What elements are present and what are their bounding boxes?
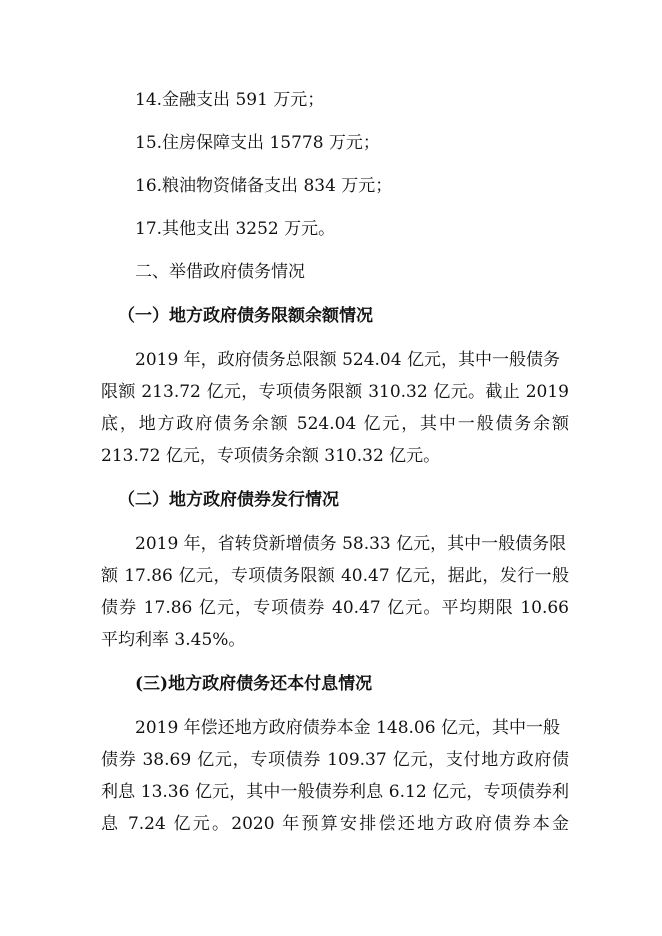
subheading-bond-issuance: （二）地方政府债券发行情况 xyxy=(118,490,339,510)
paragraph-line: 息 7.24 亿元。2020 年预算安排偿还地方政府债券本金 xyxy=(101,814,569,834)
expense-item-16: 16.粮油物资储备支出 834 万元； xyxy=(135,176,393,196)
paragraph-line: 利息 13.36 亿元，其中一般债券利息 6.12 亿元，专项债券利 xyxy=(101,782,569,802)
expense-item-15: 15.住房保障支出 15778 万元； xyxy=(135,133,380,153)
paragraph-line: 限额 213.72 亿元，专项债务限额 310.32 亿元。截止 2019 xyxy=(101,382,569,402)
paragraph-line: 平均利率 3.45%。 xyxy=(101,630,246,650)
section-heading-debt: 二、举借政府债务情况 xyxy=(135,262,305,282)
paragraph-line: 债券 38.69 亿元，专项债券 109.37 亿元，支付地方政府债 xyxy=(101,750,569,770)
expense-item-17: 17.其他支出 3252 万元。 xyxy=(135,219,336,239)
paragraph-line: 213.72 亿元，专项债务余额 310.32 亿元。 xyxy=(101,446,441,466)
paragraph-line: 额 17.86 亿元，专项债务限额 40.47 亿元，据此，发行一般 xyxy=(101,566,569,586)
subheading-debt-repayment: (三)地方政府债务还本付息情况 xyxy=(135,674,373,694)
paragraph-line: 2019 年，省转贷新增债务 58.33 亿元，其中一般债务限 xyxy=(135,534,567,554)
paragraph-line: 2019 年，政府债务总限额 524.04 亿元，其中一般债务 xyxy=(135,350,560,370)
paragraph-line: 债券 17.86 亿元，专项债券 40.47 亿元。平均期限 10.66 xyxy=(101,598,569,618)
expense-item-14: 14.金融支出 591 万元； xyxy=(135,90,325,110)
paragraph-line: 底，地方政府债务余额 524.04 亿元，其中一般债务余额 xyxy=(101,414,569,434)
subheading-debt-limit-balance: （一）地方政府债务限额余额情况 xyxy=(118,306,373,326)
paragraph-line: 2019 年偿还地方政府债券本金 148.06 亿元，其中一般 xyxy=(135,718,560,738)
